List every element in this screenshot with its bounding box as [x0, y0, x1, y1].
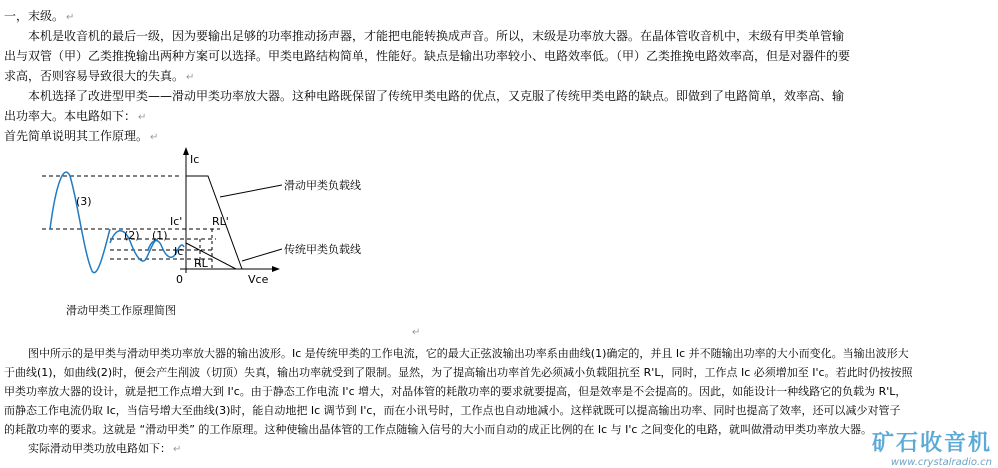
diagram-svg [30, 143, 430, 303]
section-heading: 一，末级。 ↵ [4, 9, 75, 23]
axis-label-ic: Ic [190, 153, 200, 166]
document-body [4, 6, 994, 146]
working-principle-diagram [30, 143, 430, 318]
origin-label: 0 [176, 273, 183, 286]
label-ic: Ic [174, 245, 184, 258]
curve-label-2: (2) [124, 229, 140, 242]
paragraph-line: 图中所示的是甲类与滑动甲类功率放大器的输出波形。Ic 是传统甲类的工作电流，它的最大正弦波输出功率系由曲线(1)确定的，并且 Ic 并不随输出功率的大小而变化。当输出波形大 [28, 347, 909, 360]
paragraph-line: 出功率大。本电路如下： ↵ [4, 109, 147, 123]
pointer-sliding [220, 185, 282, 197]
paragraph-line: 首先简单说明其工作原理。 ↵ [4, 129, 159, 143]
watermark-title: 矿石收音机 [871, 431, 992, 456]
explanation-section [4, 344, 994, 458]
paragraph-line: 实际滑动甲类功放电路如下： ↵ [28, 442, 182, 455]
x-axis-arrow [272, 266, 280, 272]
paragraph-line: 于曲线(1)，如曲线(2)时，便会产生削波（切顶）失真，输出功率就受到了限制。显然，为了提高输出功率首先必须减小负载阻抗至 R'L，同时，工作点 Ic 必须增加至 I'c。若此时仍按按照 [4, 366, 913, 379]
figure-caption: 滑动甲类工作原理简图 [66, 304, 176, 317]
paragraph-line: 本机是收音机的最后一级，因为要输出足够的功率推动扬声器，才能把电能转换成声音。所以，末级是功率放大器。在晶体管收音机中，末级有甲类单管输 [28, 29, 845, 43]
curve-label-3: (3) [76, 195, 92, 208]
curve-label-1: (1) [152, 229, 168, 242]
label-rl-prime: RL' [212, 215, 229, 228]
annotation-traditional-load-line: 传统甲类负载线 [284, 243, 361, 256]
site-watermark [872, 426, 992, 468]
paragraph-mark: ↵ [412, 327, 421, 338]
annotation-sliding-load-line: 滑动甲类负载线 [284, 179, 361, 192]
paragraph-line: 本机选择了改进型甲类——滑动甲类功率放大器。这种电路既保留了传统甲类电路的优点，又克服了传统甲类电路的缺点。即做到了电路简单，效率高、输 [28, 89, 845, 103]
paragraph-line: 而静态工作电流仍取 Ic，当信号增大至曲线(3)时，能自动地把 Ic 调节到 I'c，而在小讯号时，工作点也自动地减小。这样就既可以提高输出功率、同时也提高了效率，还可以减少对管子 [4, 404, 901, 417]
paragraph-line: 求高，否则容易导致很大的失真。 ↵ [4, 69, 195, 83]
paragraph-line: 的耗散功率的要求。这就是 “滑动甲类” 的工作原理。这种使输出晶体管的工作点随输入信号的大小而自动的成正比例的在 Ic 与 I'c 之间变化的电路，就叫做滑动甲类功率放大器。 [4, 423, 872, 436]
paragraph-line: 甲类功率放大器的设计，就是把工作点增大到 I'c。由于静态工作电流 I'c 增大，对晶体管的耗散功率的要求就要提高，但是效率是不会提高的。因此，如能设计一种线路它的负载为 R'L， [4, 385, 907, 398]
axis-label-vce: Vce [248, 273, 269, 286]
paragraph-line: 出与双管（甲）乙类推挽输出两种方案可以选择。甲类电路结构简单，性能好。缺点是输出功率较小、电路效率低。（甲）乙类推挽电路效率高，但是对器件的要 [4, 49, 851, 63]
label-rl: RL [194, 257, 208, 270]
label-ic-prime: Ic' [170, 215, 183, 228]
waveform-curve-3 [50, 172, 110, 273]
pointer-traditional [242, 249, 282, 261]
watermark-url: www.crystalradio.cn [890, 457, 992, 468]
y-axis-arrow [183, 147, 189, 155]
